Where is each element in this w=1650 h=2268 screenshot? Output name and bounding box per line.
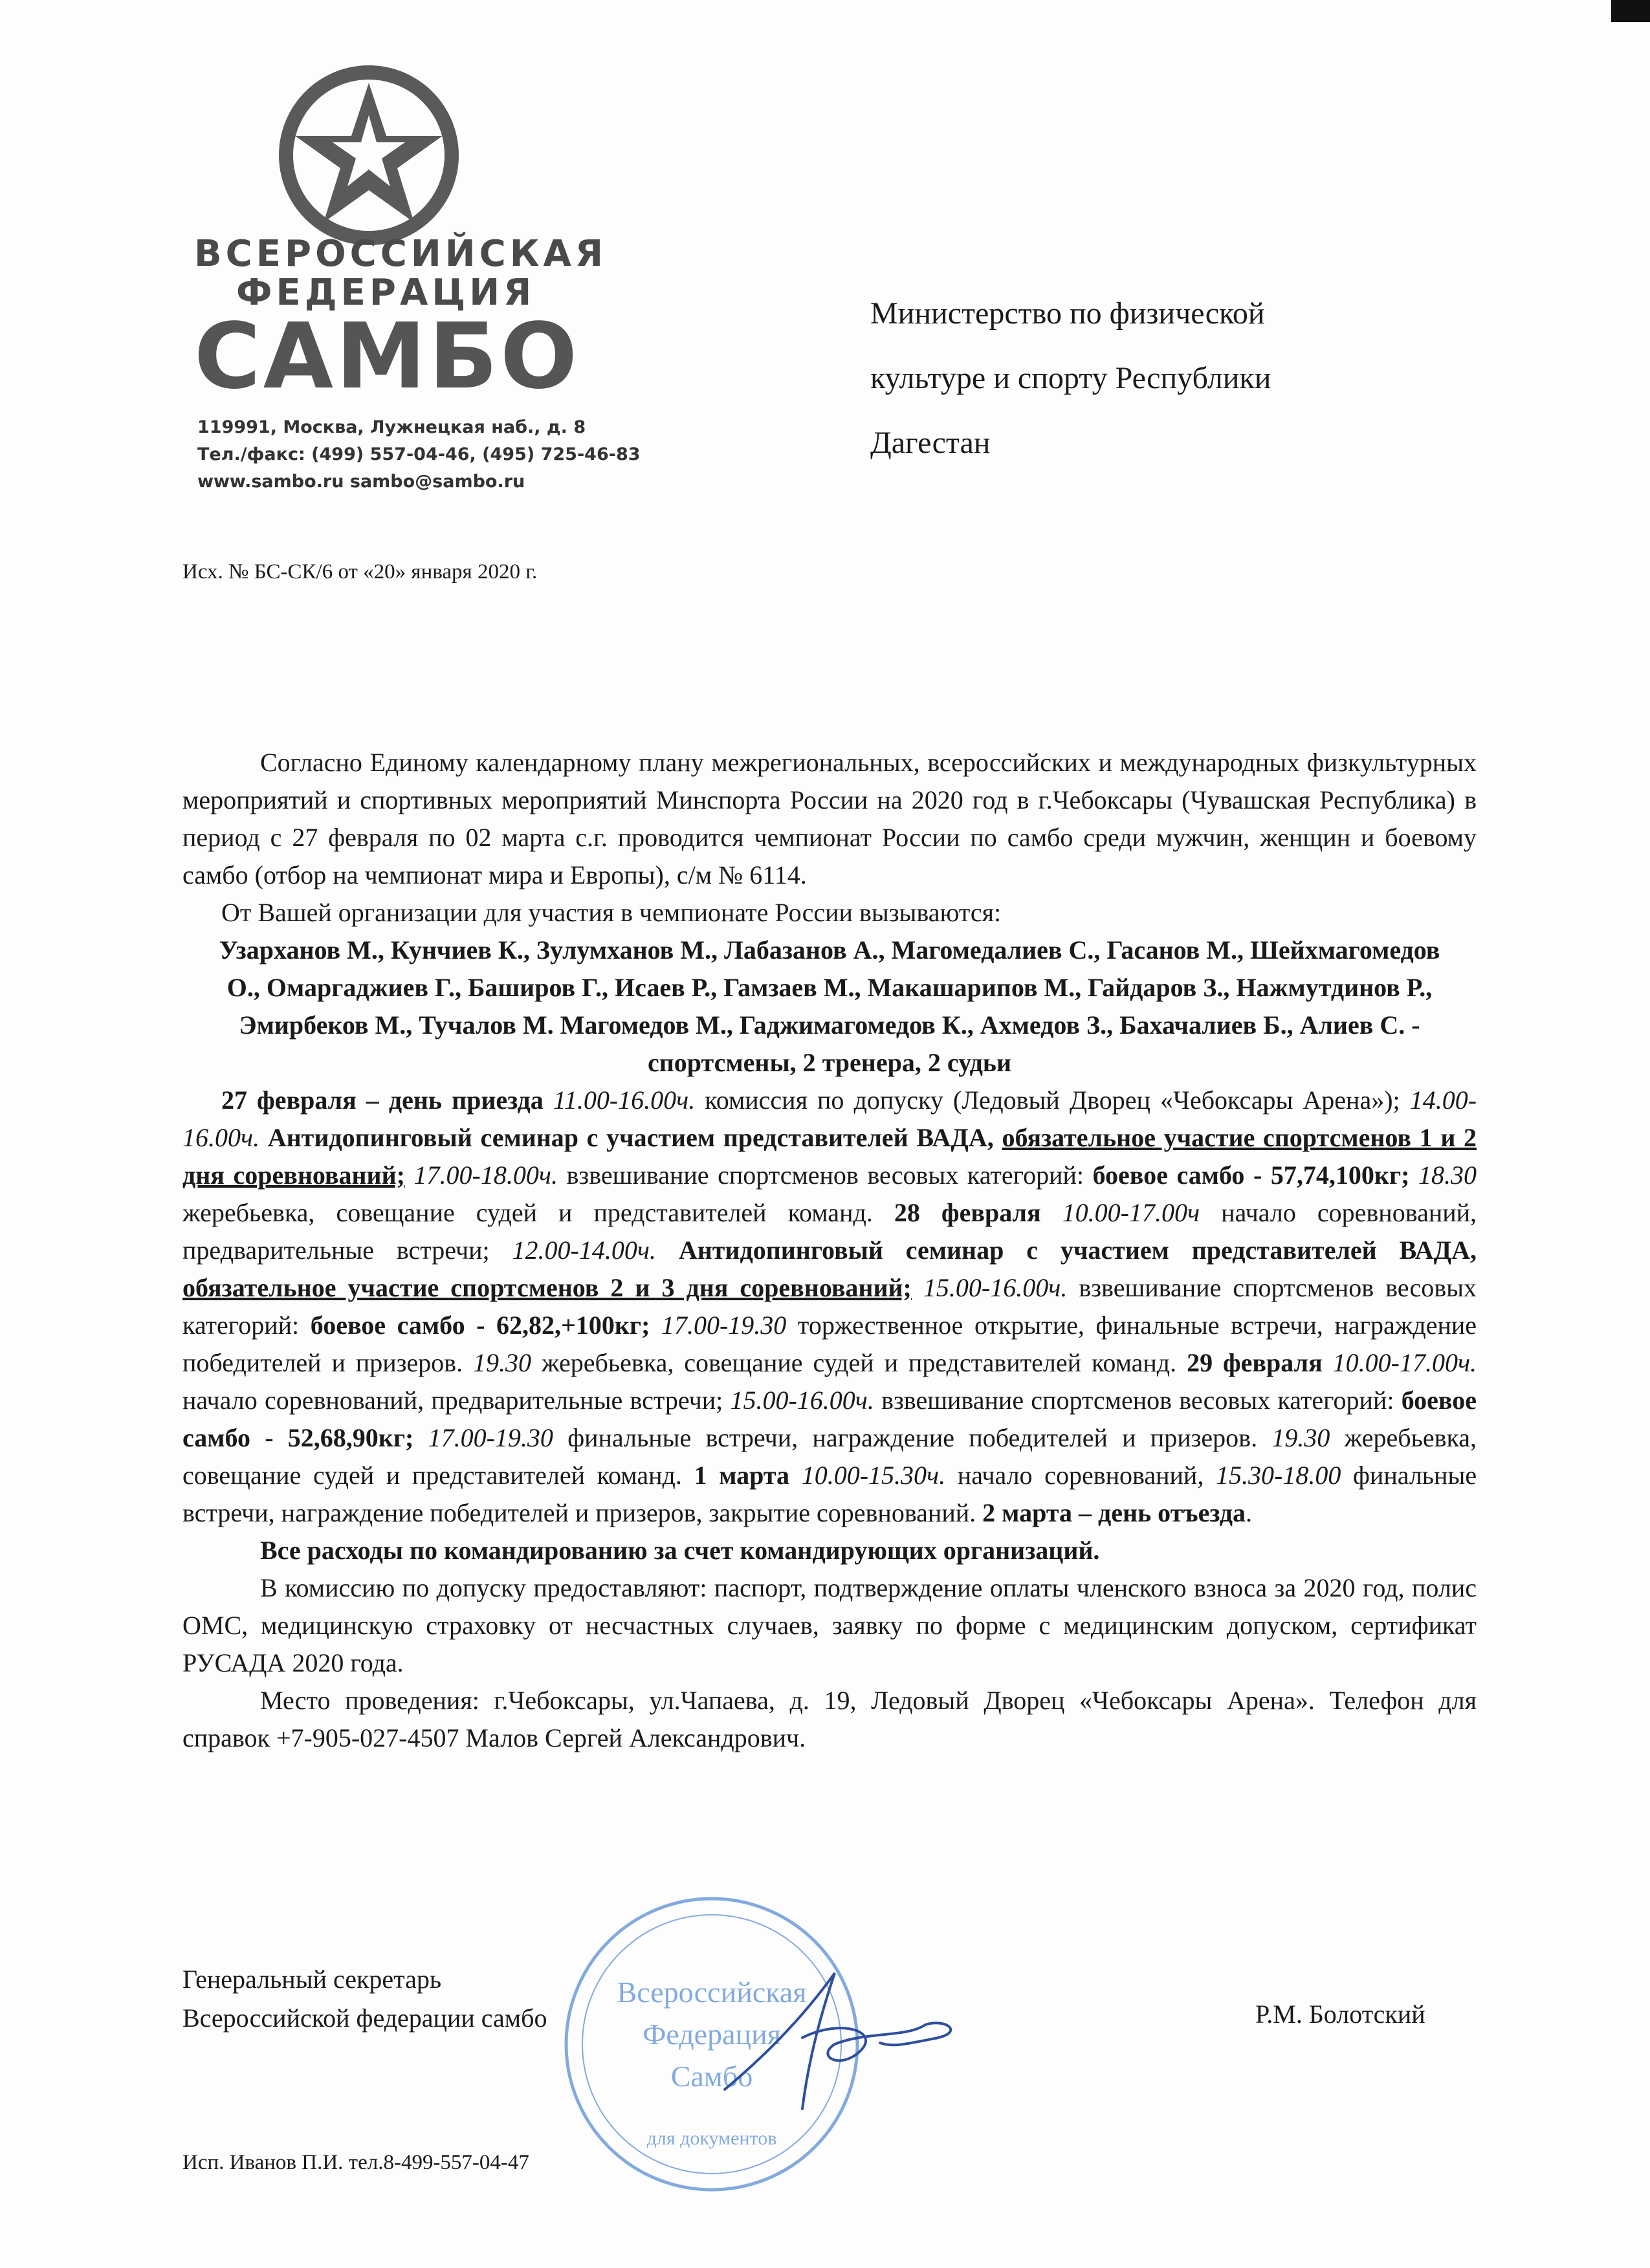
paragraph-venue: Место проведения: г.Чебоксары, ул.Чапаева, д. 19, Ледовый Дворец «Чебоксары Арена». Телефон для справок +7-905-027-4507 Малов Сергей Александрович. [182, 1686, 1477, 1752]
schedule-time: 15.00-16.00ч. [730, 1386, 874, 1415]
paragraph-called: От Вашей организации для участия в чемпионате России вызываются: [221, 898, 1002, 927]
schedule-mandatory: обязательное участие спортсменов 2 и 3 дня соревнований; [182, 1273, 912, 1302]
schedule-time: 12.00-14.00ч. [512, 1236, 656, 1265]
schedule-text: начало соревнований, предварительные встречи; [182, 1386, 723, 1415]
schedule-day3: 29 февраля [1187, 1348, 1323, 1377]
stamp-line3: Самбо [670, 2060, 753, 2093]
schedule-time: 10.00-15.30ч. [801, 1461, 946, 1490]
letterhead-contacts [197, 414, 641, 496]
signatory-title [182, 1960, 547, 2038]
schedule-text: взвешивание спортсменов весовых категорий: [182, 1273, 1477, 1340]
recipient-line3: Дагестан [870, 426, 991, 460]
recipient-line2: культуре и спорту Республики [870, 361, 1271, 395]
recipient-block [870, 281, 1453, 475]
schedule-seminar: Антидопинговый семинар с участием представителей ВАДА, [267, 1123, 994, 1152]
paragraph-expenses: Все расходы по командированию за счет командирующих организаций. [260, 1536, 1100, 1565]
schedule-day2: 28 февраля [894, 1198, 1041, 1227]
schedule-day4: 1 марта [694, 1461, 790, 1490]
schedule-text: жеребьевка, совещание судей и представителей команд. [182, 1198, 873, 1227]
schedule-seminar: Антидопинговый семинар с участием представителей ВАДА, [678, 1236, 1477, 1265]
athletes-list: Узарханов М., Кунчиев К., Зулумханов М., Лабазанов А., Магомедалиев С., Гасанов М., Шейхмагомедов О., Омаргаджиев Г., Баширов Г., Исаев Р., Гамзаев М., Макашарипов М., Гайдаров З., Нажмутдинов Р., Эмирбеков М., Тучалов М. Магомедов М., Гаджимагомедов К., Ахмедов З., Бахачалиев Б., Алиев С. - спортсмены, 2 тренера, 2 судьи [219, 935, 1440, 1077]
letterhead-phone: Тел./факс: (499) 557-04-46, (495) 725-46-83 [197, 444, 641, 464]
logo-org-line2: ФЕДЕРАЦИЯ [236, 272, 536, 314]
stamp-line4: для документов [646, 2128, 777, 2149]
schedule-weights: боевое самбо - 62,82,+100кг; [310, 1311, 650, 1340]
paragraph-schedule: 27 февраля – день приезда 11.00-16.00ч. комиссия по допуску (Ледовый Дворец «Чебоксары Арена»); 14.00-16.00ч. Антидопинговый семинар с участием представителей ВАДА, обязательное участие спортсменов 1 и 2 дня соревнований; 17.00-18.00ч. взвешивание спортсменов весовых категорий: боевое самбо - 57,74,100кг; 18.30 жеребьевка, совещание судей и представителей команд. 28 февраля 10.00-17.00ч начало соревнований, предварительные встречи; 12.00-14.00ч. Антидопинговый семинар с участием представителей ВАДА, обязательное участие спортсменов 2 и 3 дня соревнований; 15.00-16.00ч. взвешивание спортсменов весовых категорий: боевое самбо - 62,82,+100кг; 17.00-19.30 торжественное открытие, финальные встречи, награждение победителей и призеров. 19.30 жеребьевка, совещание судей и представителей команд. 29 февраля 10.00-17.00ч. начало соревнований, предварительные встречи; 15.00-16.00ч. взвешивание спортсменов весовых категорий: боевое самбо - 52,68,90кг; 17.00-19.30 финальные встречи, награждение победителей и призеров. 19.30 жеребьевка, совещание судей и представителей команд. 1 марта 10.00-15.30ч. начало соревнований, 15.30-18.00 финальные встречи, награждение победителей и призеров, закрытие соревнований. 2 марта – день отъезда. [182, 1085, 1477, 1527]
schedule-time: 17.00-19.30 [428, 1423, 553, 1452]
schedule-text: начало соревнований, предварительные встречи; [182, 1198, 1477, 1265]
schedule-text: комиссия по допуску (Ледовый Дворец «Чебоксары Арена»); [705, 1085, 1400, 1115]
logo-org-line1: ВСЕРОССИЙСКАЯ [194, 233, 607, 275]
schedule-time: 17.00-18.00ч. [413, 1161, 558, 1190]
schedule-time: 17.00-19.30 [661, 1311, 787, 1340]
handwritten-signature [712, 1960, 971, 2122]
schedule-text: финальные встречи, награждение победителей и призеров, закрытие соревнований. [182, 1461, 1477, 1527]
outgoing-number: Исх. № БС-СК/6 от «20» января 2020 г. [182, 560, 538, 583]
paragraph-intro: Согласно Единому календарному плану межрегиональных, всероссийских и международных физкультурных мероприятий и спортивных мероприятий Минспорта России на 2020 год в г.Чебоксары (Чувашская Республика) в период с 27 февраля по 02 марта с.г. проводится чемпионат России по самбо среди мужчин, женщин и боевому самбо (отбор на чемпионат мира и Европы), с/м № 6114. [182, 748, 1477, 889]
logo-org-big: САМБО [194, 304, 580, 409]
schedule-text: финальные встречи, награждение победителей и призеров. [567, 1423, 1258, 1452]
stamp-line1: Всероссийская [617, 1976, 807, 2009]
schedule-weights: боевое самбо - 57,74,100кг; [1092, 1161, 1410, 1190]
schedule-time: 10.00-17.00ч [1062, 1198, 1200, 1227]
signatory-title-line1: Генеральный секретарь [182, 1965, 442, 1994]
letter-body [182, 744, 1477, 1757]
schedule-time: 15.00-16.00ч. [923, 1273, 1068, 1302]
signatory-name: Р.М. Болотский [1255, 2000, 1425, 2029]
schedule-departure: 2 марта – день отъезда [982, 1498, 1246, 1527]
schedule-text: жеребьевка, совещание судей и представителей команд. [541, 1348, 1177, 1377]
schedule-text: торжественное открытие, финальные встречи, награждение победителей и призеров. [182, 1311, 1477, 1377]
stamp-line2: Федерация [643, 2018, 781, 2051]
letterhead-address: 119991, Москва, Лужнецкая наб., д. 8 [197, 417, 586, 437]
schedule-time: 15.30-18.00 [1216, 1461, 1341, 1490]
schedule-text: взвешивание спортсменов весовых категорий: [881, 1386, 1394, 1415]
schedule-time: 19.30 [473, 1348, 531, 1377]
letterhead-web: www.sambo.ru sambo@sambo.ru [197, 472, 525, 492]
star-emblem-icon [278, 65, 459, 246]
signatory-title-line2: Всероссийской федерации самбо [182, 2003, 547, 2033]
schedule-weights: боевое самбо - 52,68,90кг; [182, 1386, 1477, 1452]
paragraph-documents: В комиссию по допуску предоставляют: паспорт, подтверждение оплаты членского взноса за 2020 год, полис ОМС, медицинскую страховку от несчастных случаев, заявку по форме с медицинским допуском, сертификат РУСАДА 2020 года. [182, 1573, 1477, 1677]
scan-corner-mark [1611, 0, 1650, 22]
schedule-time: 18.30 [1418, 1161, 1477, 1190]
executor-info: Исп. Иванов П.И. тел.8-499-557-04-47 [182, 2151, 529, 2174]
schedule-time: 11.00-16.00ч. [553, 1085, 696, 1115]
schedule-time: 14.00-16.00ч. [182, 1085, 1477, 1152]
schedule-time: 19.30 [1271, 1423, 1330, 1452]
schedule-text: взвешивание спортсменов весовых категорий: [566, 1161, 1084, 1190]
schedule-text: начало соревнований, [957, 1461, 1204, 1490]
schedule-day1: 27 февраля – день приезда [221, 1085, 544, 1115]
schedule-mandatory: обязательное участие спортсменов 1 и 2 дня соревнований; [182, 1123, 1477, 1190]
schedule-time: 10.00-17.00ч. [1332, 1348, 1477, 1377]
recipient-line1: Министерство по физической [870, 296, 1265, 331]
schedule-text: жеребьевка, совещание судей и представителей команд. [182, 1423, 1477, 1490]
